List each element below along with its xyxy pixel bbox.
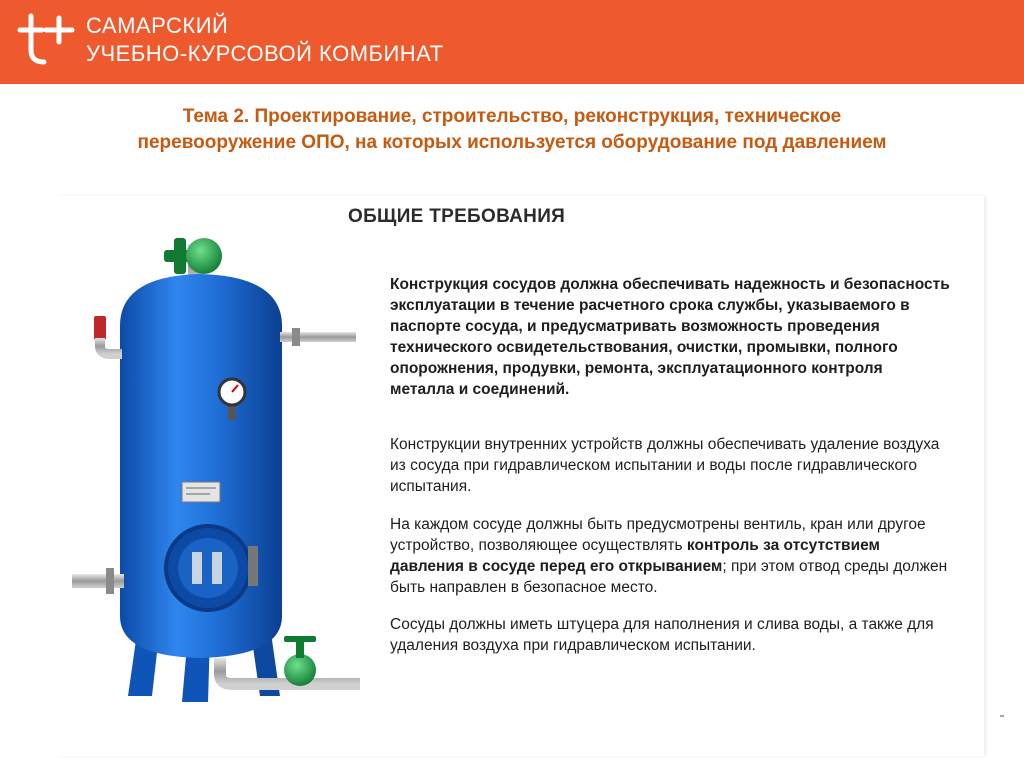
- brand-line-2: УЧЕБНО-КУРСОВОЙ КОМБИНАТ: [86, 41, 444, 66]
- topic-line-1: Тема 2. Проектирование, строительство, реконструкция, техническое: [182, 106, 842, 127]
- paragraph-3-text-a: На каждом сосуде должны быть предусмотрены вентиль, кран или другое устройство, позволяющее осуществлять: [390, 516, 926, 554]
- topic-line-2: перевооружение ОПО, на которых используется оборудование под давлением: [137, 132, 887, 153]
- header-bar: [0, 0, 1024, 84]
- topic-heading: [30, 104, 994, 156]
- paragraph-3-text-c: ; при этом отвод среды должен быть направлен в безопасное место.: [390, 558, 948, 596]
- brand-line-1: САМАРСКИЙ: [86, 13, 229, 38]
- section-title: ОБЩИЕ ТРЕБОВАНИЯ: [348, 206, 566, 227]
- requirement-paragraph-3: [390, 514, 950, 598]
- requirement-paragraph-4: Сосуды должны иметь штуцера для наполнения и слива воды, а также для удаления воздуха при гидравлическом испытании.: [390, 616, 934, 654]
- paragraph-3-bold: контроль за отсутствием давления в сосуде перед его открыванием: [390, 537, 880, 575]
- pressure-vessel-icon: [70, 226, 370, 706]
- decorative-dot: [1000, 715, 1004, 717]
- t-plus-logo-icon: [14, 8, 78, 72]
- brand-name: [86, 12, 444, 68]
- requirement-paragraph-2: Конструкции внутренних устройств должны обеспечивать удаление воздуха из сосуда при гидравлическом испытании и воды после гидравлического испытания.: [390, 436, 940, 495]
- requirement-paragraph-1: Конструкция сосудов должна обеспечивать надежность и безопасность эксплуатации в течение расчетного срока службы, указываемого в паспорте сосуда, и предусматривать возможность проведения технического освидетельствования, очистки, промывки, полного опорожнения, продувки, ремонта, эксплуатационного контроля металла и соединений.: [390, 276, 950, 398]
